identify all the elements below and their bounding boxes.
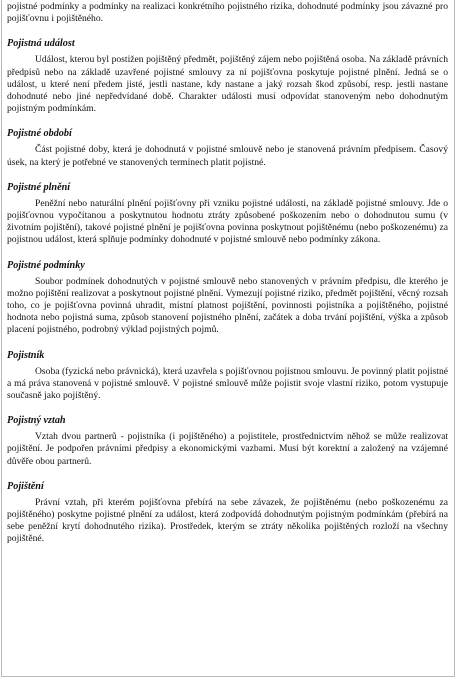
section-heading: Pojistná událost (7, 38, 75, 50)
section-pojistne-plneni (7, 182, 448, 247)
section-pojisteni (7, 481, 448, 546)
section-pojistne-podminky (7, 260, 448, 337)
section-heading: Pojistné období (7, 128, 72, 140)
section-pojistny-vztah (7, 415, 448, 468)
section-heading: Pojistný vztah (7, 415, 66, 427)
section-text: Peněžní nebo naturální plnění pojišťovny při vzniku pojistné události, na základě pojistné smlouvy. Jde o pojišťovnou vypočítanou a poskytnutou hodnotu ztráty způsobené poškozením nebo o dohodnutou sumu (v životním pojištění), takové pojistné plnění je pojišťovna povinna poskytnout pojištěnému (nebo poškozenému) za pojistnou událost, která splňuje podmínky dohodnuté v pojistné smlouvě nebo podmínky zákona. (7, 197, 448, 246)
section-heading: Pojistné plnění (7, 181, 71, 193)
section-text: Soubor podmínek dohodnutých v pojistné smlouvě nebo stanovených v právním předpisu, dle kterého je možno pojištění realizovat a poskytnout pojistné plnění. Vymezují pojistné riziko, předmět pojištění, věcný rozsah toho, co je pojišťovna povinná uhradit, místní platnost pojištění, povinnosti pojistníka a pojištěného, pojistné hodnota nebo pojistná suma, způsob stanovení pojistného plnění, začátek a doba trvání pojištění, výška a způsob placení pojistného, podrobný výklad pojistných pojmů. (7, 275, 448, 336)
document-content (7, 0, 448, 546)
section-text: Vztah dvou partnerů - pojistníka (i pojištěného) a pojistitele, prostřednictvím něhož se může realizovat pojištění. Je podpořen právními předpisy a ekonomickými vazbami. Musí být korektní a založený na vzájemné důvěře obou partnerů. (7, 431, 448, 467)
section-text: Událost, kterou byl postižen pojištěný předmět, pojištěný zájem nebo pojištěná osoba. Na základě právních předpisů nebo na základě uzavřené pojistné smlouvy za ní pojišťovna poskytuje pojistné plnění. Jedná se o událost, u které není předem jisté, jestli nastane, kdy nastane a jaký rozsah škod způsobí, resp. jestli nastane dohodnuté nebo jiné nepředvídané době. Charakter události musí odpovídat stanoveným nebo dohodnutým pojistným podmínkám. (7, 54, 448, 115)
section-pojistnik (7, 350, 448, 403)
intro-paragraph: pojistné podmínky a podmínky na realizaci konkrétního pojistného rizika, dohodnuté podmínky jsou závazné pro pojišťovnu i pojištěného. (7, 1, 448, 25)
section-text: Osoba (fyzická nebo právnická), která uzavřela s pojišťovnou pojistnou smlouvu. Je povinný platit pojistné a má práva stanovená v pojistné smlouvě. V pojistné smlouvě může pojistit svoje vlastní riziko, potom vystupuje současně jako pojištěný. (7, 365, 448, 402)
section-heading: Pojistník (7, 349, 45, 361)
section-heading: Pojistné podmínky (7, 259, 85, 271)
section-pojistne-obdobi (7, 128, 448, 168)
document-page (1, 0, 455, 677)
section-text: Část pojistné doby, která je dohodnutá v pojistné smlouvě nebo je stanovená právním předpisem. Časový úsek, na který je potřebné ve stanovených termínech platit pojistné. (7, 144, 448, 168)
section-text: Právní vztah, při kterém pojišťovna přebírá na sebe závazek, že pojištěnému (nebo poškozenému za pojištěného) poskytne pojistné plnění za událost, která zodpovídá dohodnutým pojistným podmínkám (přebírá na sebe peněžní krytí dohodnutého rizika). Prostředek, kterým se ztráty několika pojištěných rozloží na všechny pojištěné. (7, 496, 448, 545)
section-heading: Pojištění (7, 480, 44, 492)
section-pojistna-udalost (7, 38, 448, 115)
